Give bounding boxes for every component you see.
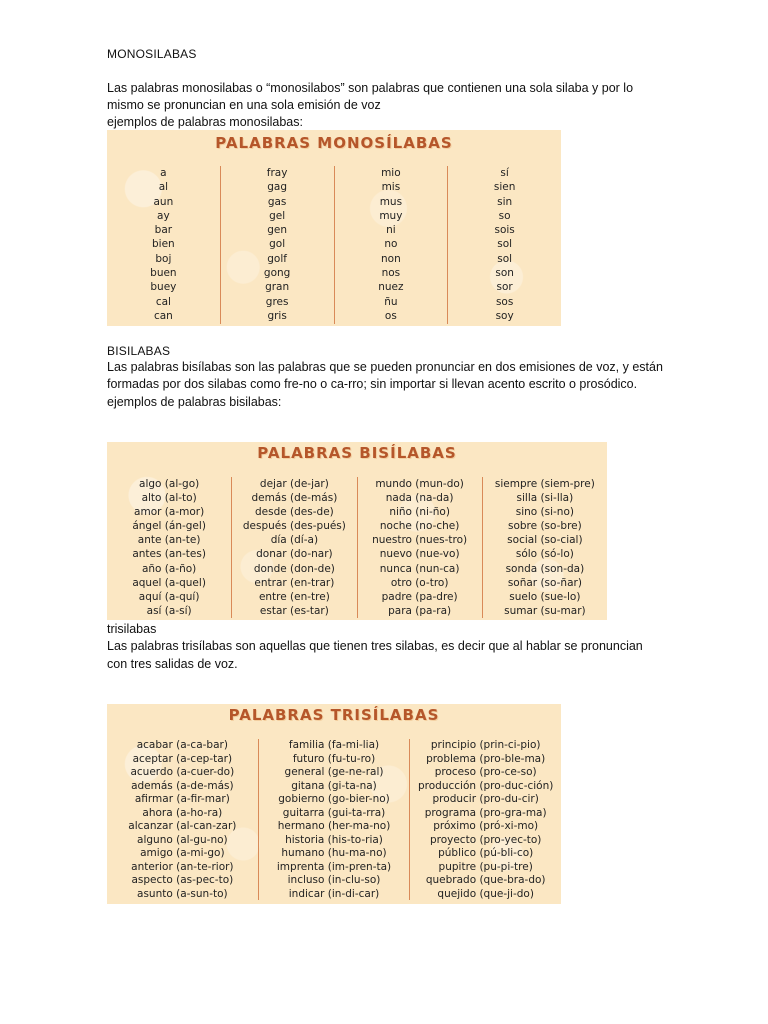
- word-entry: problema (pro-ble-ma): [426, 752, 546, 765]
- word-column: [358, 477, 483, 618]
- word-entry: buen: [150, 267, 177, 280]
- word-entry: incluso (in-clu-so): [287, 874, 381, 886]
- bisilabas-examples-label: ejemplos de palabras bisilabas:: [107, 395, 282, 409]
- word-entry: imprenta (im-pren-ta): [276, 860, 392, 873]
- word-entry: sin: [497, 195, 513, 208]
- word-entry: nuestro (nues-tro): [372, 534, 468, 547]
- monosilabas-description-line1: Las palabras monosilabas o “monosilabos” son palabras que contienen una sola silaba y por lo: [107, 81, 634, 95]
- heading-bisilabas: BISILABAS: [107, 344, 171, 358]
- word-entry: donde (don-de): [253, 562, 335, 575]
- word-entry: dejar (de-jar): [259, 478, 329, 490]
- trisilabas-table-image: [107, 704, 561, 904]
- word-entry: sí: [500, 167, 509, 179]
- word-entry: alcanzar (al-can-zar): [128, 820, 237, 832]
- word-entry: futuro (fu-tu-ro): [292, 752, 376, 765]
- word-entry: sien: [493, 181, 516, 194]
- word-entry: soñar (so-ñar): [507, 576, 582, 589]
- word-entry: a: [160, 167, 167, 179]
- monosilabas-columns: [107, 166, 561, 324]
- word-column: [107, 739, 259, 900]
- word-entry: can: [153, 309, 173, 322]
- word-entry: boj: [155, 252, 172, 265]
- word-entry: gas: [267, 195, 287, 208]
- word-entry: aquí (a-quí): [138, 590, 200, 603]
- word-entry: año (a-ño): [141, 562, 197, 575]
- word-entry: humano (hu-ma-no): [281, 847, 387, 859]
- word-entry: así (a-sí): [146, 604, 192, 617]
- word-entry: nuevo (nue-vo): [379, 548, 460, 561]
- word-column: [410, 739, 561, 900]
- word-entry: historia (his-to-ria): [285, 833, 383, 846]
- word-entry: ante (an-te): [137, 534, 201, 547]
- word-entry: gong: [263, 267, 291, 280]
- word-entry: gobierno (go-bier-no): [278, 793, 390, 805]
- word-entry: gris: [267, 309, 287, 322]
- word-entry: son: [495, 267, 514, 280]
- word-entry: cal: [155, 295, 171, 308]
- word-entry: gran: [265, 281, 290, 294]
- word-column: [107, 477, 232, 618]
- word-entry: mio: [381, 167, 401, 179]
- word-entry: suelo (sue-lo): [509, 590, 581, 603]
- word-column: [483, 477, 607, 618]
- word-entry: sor: [496, 281, 513, 294]
- word-entry: familia (fa-mi-lia): [288, 739, 380, 751]
- word-entry: quebrado (que-bra-do): [425, 874, 546, 886]
- bisilabas-description-line2: formadas por dos silabas como fre-no o ca-rro; sin importar si llevan acento escrito o prosódico.: [107, 377, 638, 391]
- monosilabas-table-image: [107, 130, 561, 326]
- word-entry: ahora (a-ho-ra): [142, 806, 223, 819]
- word-entry: para (pa-ra): [388, 604, 452, 617]
- word-entry: guitarra (gui-ta-rra): [282, 806, 386, 819]
- heading-monosilabas: MONOSILABAS: [107, 47, 197, 61]
- word-entry: no: [384, 238, 398, 251]
- word-entry: sumar (su-mar): [504, 604, 586, 617]
- word-entry: entre (en-tre): [258, 590, 330, 603]
- word-column: [448, 166, 561, 324]
- trisilabas-description-line1: Las palabras trisílabas son aquellas que tienen tres silabas, es decir que al hablar se pronuncian: [107, 639, 643, 653]
- word-entry: hermano (her-ma-no): [277, 820, 391, 832]
- word-entry: general (ge-ne-ral): [284, 766, 384, 778]
- word-entry: bien: [152, 238, 175, 251]
- word-entry: demás (de-más): [251, 492, 338, 505]
- word-entry: además (a-de-más): [131, 779, 234, 792]
- word-entry: gen: [267, 224, 288, 237]
- word-entry: golf: [267, 252, 287, 265]
- word-entry: nos: [381, 267, 401, 280]
- word-entry: público (pú-bli-co): [438, 847, 534, 859]
- word-entry: alguno (al-gu-no): [137, 833, 228, 846]
- word-entry: después (des-pués): [242, 520, 346, 533]
- word-entry: proceso (pro-ce-so): [434, 766, 537, 778]
- word-entry: fray: [266, 167, 288, 179]
- word-entry: soy: [495, 309, 514, 322]
- word-entry: alto (al-to): [141, 492, 197, 505]
- trisilabas-columns: [107, 739, 561, 900]
- word-entry: otro (o-tro): [390, 576, 449, 589]
- word-entry: muy: [379, 209, 403, 222]
- word-column: [259, 739, 411, 900]
- word-entry: sólo (só-lo): [515, 548, 574, 561]
- word-entry: nuez: [378, 281, 404, 294]
- word-entry: algo (al-go): [139, 478, 200, 490]
- word-entry: proyecto (pro-yec-to): [429, 833, 542, 846]
- word-entry: programa (pro-gra-ma): [424, 806, 547, 819]
- word-entry: acuerdo (a-cuer-do): [130, 766, 235, 778]
- word-entry: anterior (an-te-rior): [131, 860, 234, 873]
- word-entry: al: [158, 181, 169, 194]
- word-entry: non: [381, 252, 401, 265]
- word-entry: sois: [494, 224, 515, 237]
- word-entry: aquel (a-quel): [132, 576, 206, 589]
- word-entry: sonda (son-da): [505, 562, 585, 575]
- word-entry: social (so-cial): [507, 534, 583, 547]
- word-entry: desde (des-de): [254, 506, 334, 519]
- word-entry: silla (si-lla): [516, 492, 574, 505]
- word-entry: mundo (mun-do): [375, 478, 464, 490]
- word-entry: niño (ni-ño): [389, 506, 450, 519]
- word-entry: padre (pa-dre): [381, 590, 458, 603]
- bisilabas-table-title: PALABRAS BISÍLABAS: [257, 444, 457, 462]
- word-entry: ay: [157, 209, 170, 222]
- word-entry: amor (a-mor): [134, 506, 205, 519]
- bisilabas-description-line1: Las palabras bisílabas son las palabras que se pueden pronunciar en dos emisiones de voz, y están: [107, 360, 663, 374]
- word-entry: sobre (so-bre): [508, 520, 582, 533]
- word-entry: gres: [265, 295, 289, 308]
- word-entry: gol: [269, 238, 286, 251]
- word-entry: asunto (a-sun-to): [137, 887, 228, 900]
- bisilabas-columns: [107, 477, 607, 618]
- word-entry: gitana (gi-ta-na): [291, 779, 377, 792]
- word-column: [107, 166, 221, 324]
- word-entry: nada (na-da): [385, 492, 454, 505]
- trisilabas-table-title: PALABRAS TRISÍLABAS: [228, 706, 440, 724]
- word-entry: siempre (siem-pre): [494, 478, 595, 490]
- word-entry: mus: [379, 195, 403, 208]
- heading-trisilabas: trisilabas: [107, 622, 157, 636]
- word-entry: sol: [497, 238, 513, 251]
- bisilabas-table-image: [107, 442, 607, 620]
- word-entry: próximo (pró-xi-mo): [433, 820, 539, 832]
- word-entry: ñu: [384, 295, 398, 308]
- trisilabas-description-line2: con tres salidas de voz.: [107, 657, 238, 671]
- word-entry: principio (prin-ci-pio): [430, 739, 541, 751]
- word-entry: amigo (a-mi-go): [140, 847, 225, 859]
- monosilabas-examples-label: ejemplos de palabras monosilabas:: [107, 115, 303, 129]
- word-entry: donar (do-nar): [256, 548, 333, 561]
- word-entry: os: [384, 309, 397, 322]
- word-entry: gag: [267, 181, 287, 194]
- word-entry: sos: [495, 295, 514, 308]
- word-entry: indicar (in-di-car): [288, 887, 380, 900]
- word-column: [232, 477, 357, 618]
- word-entry: gel: [269, 209, 286, 222]
- word-entry: mis: [381, 181, 401, 194]
- word-entry: antes (an-tes): [132, 548, 206, 561]
- word-entry: acabar (a-ca-bar): [136, 739, 228, 751]
- word-entry: producción (pro-duc-ción): [417, 779, 554, 792]
- word-entry: día (dí-a): [270, 534, 319, 547]
- word-entry: sol: [497, 252, 513, 265]
- word-entry: sino (si-no): [515, 506, 574, 519]
- word-entry: nunca (nun-ca): [379, 562, 460, 575]
- word-entry: aceptar (a-cep-tar): [132, 752, 233, 765]
- word-entry: ni: [386, 224, 396, 237]
- monosilabas-description-line2: mismo se pronuncian en una sola emisión de voz: [107, 98, 381, 112]
- word-entry: noche (no-che): [379, 520, 460, 533]
- word-entry: producir (pro-du-cir): [432, 793, 539, 805]
- word-column: [221, 166, 335, 324]
- word-entry: aun: [153, 195, 174, 208]
- word-entry: ángel (án-gel): [132, 520, 206, 533]
- word-entry: estar (es-tar): [259, 604, 329, 617]
- word-entry: afirmar (a-fir-mar): [134, 793, 230, 805]
- word-entry: entrar (en-trar): [254, 576, 335, 589]
- word-entry: buey: [150, 281, 177, 294]
- word-column: [335, 166, 449, 324]
- word-entry: bar: [154, 224, 173, 237]
- word-entry: aspecto (as-pec-to): [131, 874, 234, 886]
- word-entry: pupitre (pu-pi-tre): [438, 860, 533, 873]
- word-entry: quejido (que-ji-do): [437, 887, 534, 900]
- monosilabas-table-title: PALABRAS MONOSÍLABAS: [215, 134, 453, 152]
- word-entry: so: [498, 209, 511, 222]
